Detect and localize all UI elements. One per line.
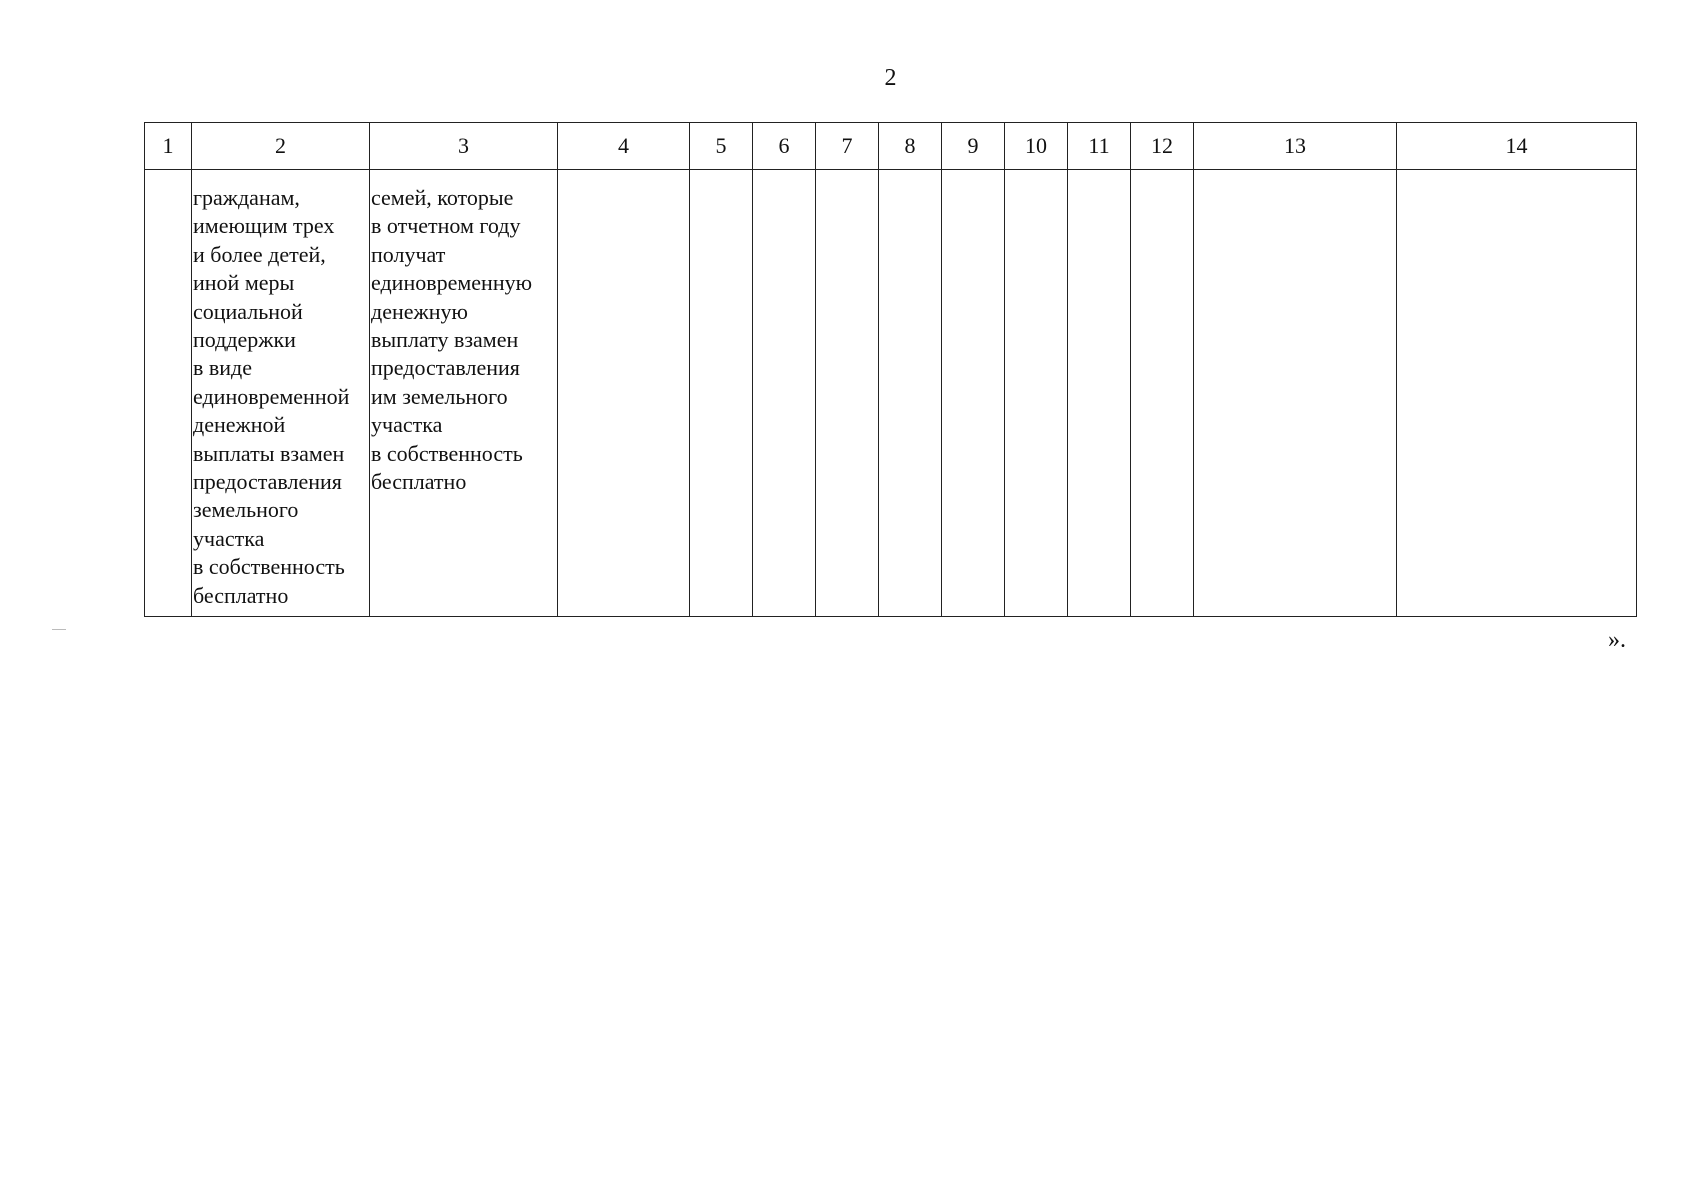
table-cell-11	[1068, 170, 1131, 617]
column-header-9: 9	[942, 123, 1005, 170]
table-cell-5	[690, 170, 753, 617]
scan-artifact	[52, 629, 66, 630]
cell-text-1	[145, 170, 191, 184]
column-header-1: 1	[145, 123, 192, 170]
cell-text-10	[1005, 170, 1067, 184]
table-cell-8	[879, 170, 942, 617]
cell-text-11	[1068, 170, 1130, 184]
data-table	[144, 122, 1637, 617]
cell-text-4	[558, 170, 689, 184]
table-cell-3	[370, 170, 558, 617]
table-cell-6	[753, 170, 816, 617]
cell-text-13	[1194, 170, 1396, 184]
cell-text-8	[879, 170, 941, 184]
column-header-4: 4	[558, 123, 690, 170]
table-cell-2	[192, 170, 370, 617]
column-header-7: 7	[816, 123, 879, 170]
column-header-3: 3	[370, 123, 558, 170]
table-cell-7	[816, 170, 879, 617]
column-header-13: 13	[1194, 123, 1397, 170]
cell-text-5	[690, 170, 752, 184]
column-header-14: 14	[1397, 123, 1637, 170]
table-cell-12	[1131, 170, 1194, 617]
table-cell-1	[145, 170, 192, 617]
table-cell-10	[1005, 170, 1068, 617]
cell-text-2: гражданам, имеющим трех и более детей, иной меры социальной поддержки в виде единовременной денежной выплаты взамен предоставления земельного участка в собственность бесплатно	[193, 185, 350, 608]
column-header-12: 12	[1131, 123, 1194, 170]
cell-text-6	[753, 170, 815, 184]
table-cell-13	[1194, 170, 1397, 617]
cell-text-12	[1131, 170, 1193, 184]
cell-text-7	[816, 170, 878, 184]
table-cell-14	[1397, 170, 1637, 617]
column-header-8: 8	[879, 123, 942, 170]
table-cell-9	[942, 170, 1005, 617]
column-header-6: 6	[753, 123, 816, 170]
page-number: 2	[884, 65, 897, 91]
header-row	[145, 123, 1637, 170]
cell-text-9	[942, 170, 1004, 184]
table-row	[145, 170, 1637, 617]
table-cell-4	[558, 170, 690, 617]
column-header-5: 5	[690, 123, 753, 170]
cell-text-3: семей, которые в отчетном году получат единовременную денежную выплату взамен предоставления им земельного участка в собственность бесплатно	[371, 185, 533, 495]
column-header-2: 2	[192, 123, 370, 170]
cell-text-14	[1397, 170, 1636, 184]
column-header-10: 10	[1005, 123, 1068, 170]
closing-quote-mark: ».	[1608, 627, 1626, 653]
column-header-11: 11	[1068, 123, 1131, 170]
